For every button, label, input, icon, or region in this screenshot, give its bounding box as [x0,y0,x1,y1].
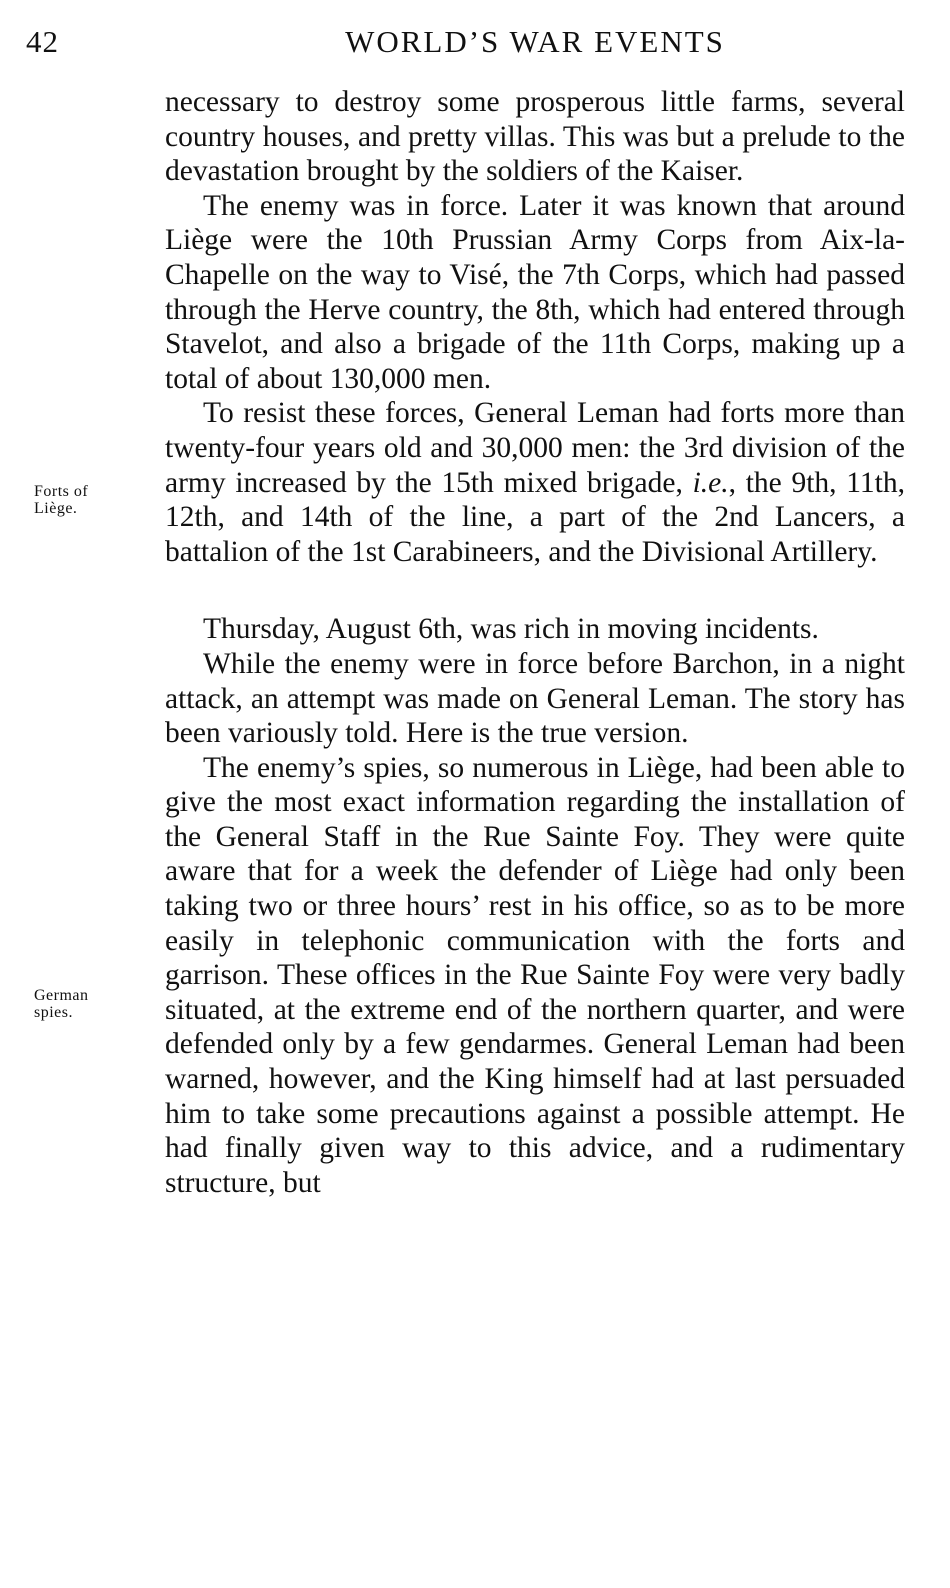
margin-note-line: Liège. [34,500,78,517]
paragraph-text: To resist these forces, General Leman had forts more than twenty-four years old and 30,000 men: the 3rd division of the army increased by the 15th mixed brigade, [165,397,905,499]
italic-abbreviation: i.e. [692,466,729,499]
margin-note-forts [34,483,154,517]
running-head: WORLD’S WAR EVENTS [345,24,725,59]
margin-note-line: spies. [34,1004,73,1021]
paragraph: The enemy’s spies, so numerous in Liège, had been able to give the most exact information regarding the installation of the General Staff in the Rue Sainte Foy. They were quite aware that for a week the defender of Liège had only been taking two or three hours’ rest in his office, so as to be more easily in telephonic communication with the forts and garrison. These offices in the Rue Sainte Foy were very badly situated, at the extreme end of the northern quarter, and were defended only by a few gendarmes. General Leman had been warned, however, and the King himself had at last persuaded him to take some precautions against a possible attempt. He had finally given way to this advice, and a rudimentary structure, but [165,751,905,1199]
margin-note-line: Forts of [34,483,89,500]
page-header [0,22,950,62]
body-text [165,85,905,1200]
page-number: 42 [26,24,59,59]
section-break [165,569,905,612]
paragraph: While the enemy were in force before Barchon, in a night attack, an attempt was made on General Leman. The story has been variously told. Here is the true version. [165,647,905,750]
margin-note-spies [34,987,154,1021]
paragraph-text: , the 9th, 11th, 12th, and 14th of the line, a part of the 2nd Lancers, a battalion of the 1st Carabineers, and the Divisional Artillery. [165,466,905,568]
paragraph: The enemy was in force. Later it was known that around Liège were the 10th Prussian Army Corps from Aix-la-Chapelle on the way to Visé, the 7th Corps, which had passed through the Herve country, the 8th, which had entered through Stavelot, and also a brigade of the 11th Corps, making up a total of about 130,000 men. [165,189,905,395]
paragraph [165,396,905,569]
margin-note-line: German [34,987,89,1004]
paragraph: Thursday, August 6th, was rich in moving incidents. [203,613,819,646]
paragraph: necessary to destroy some prosperous little farms, several country houses, and pretty villas. This was but a prelude to the devastation brought by the soldiers of the Kaiser. [165,86,905,188]
